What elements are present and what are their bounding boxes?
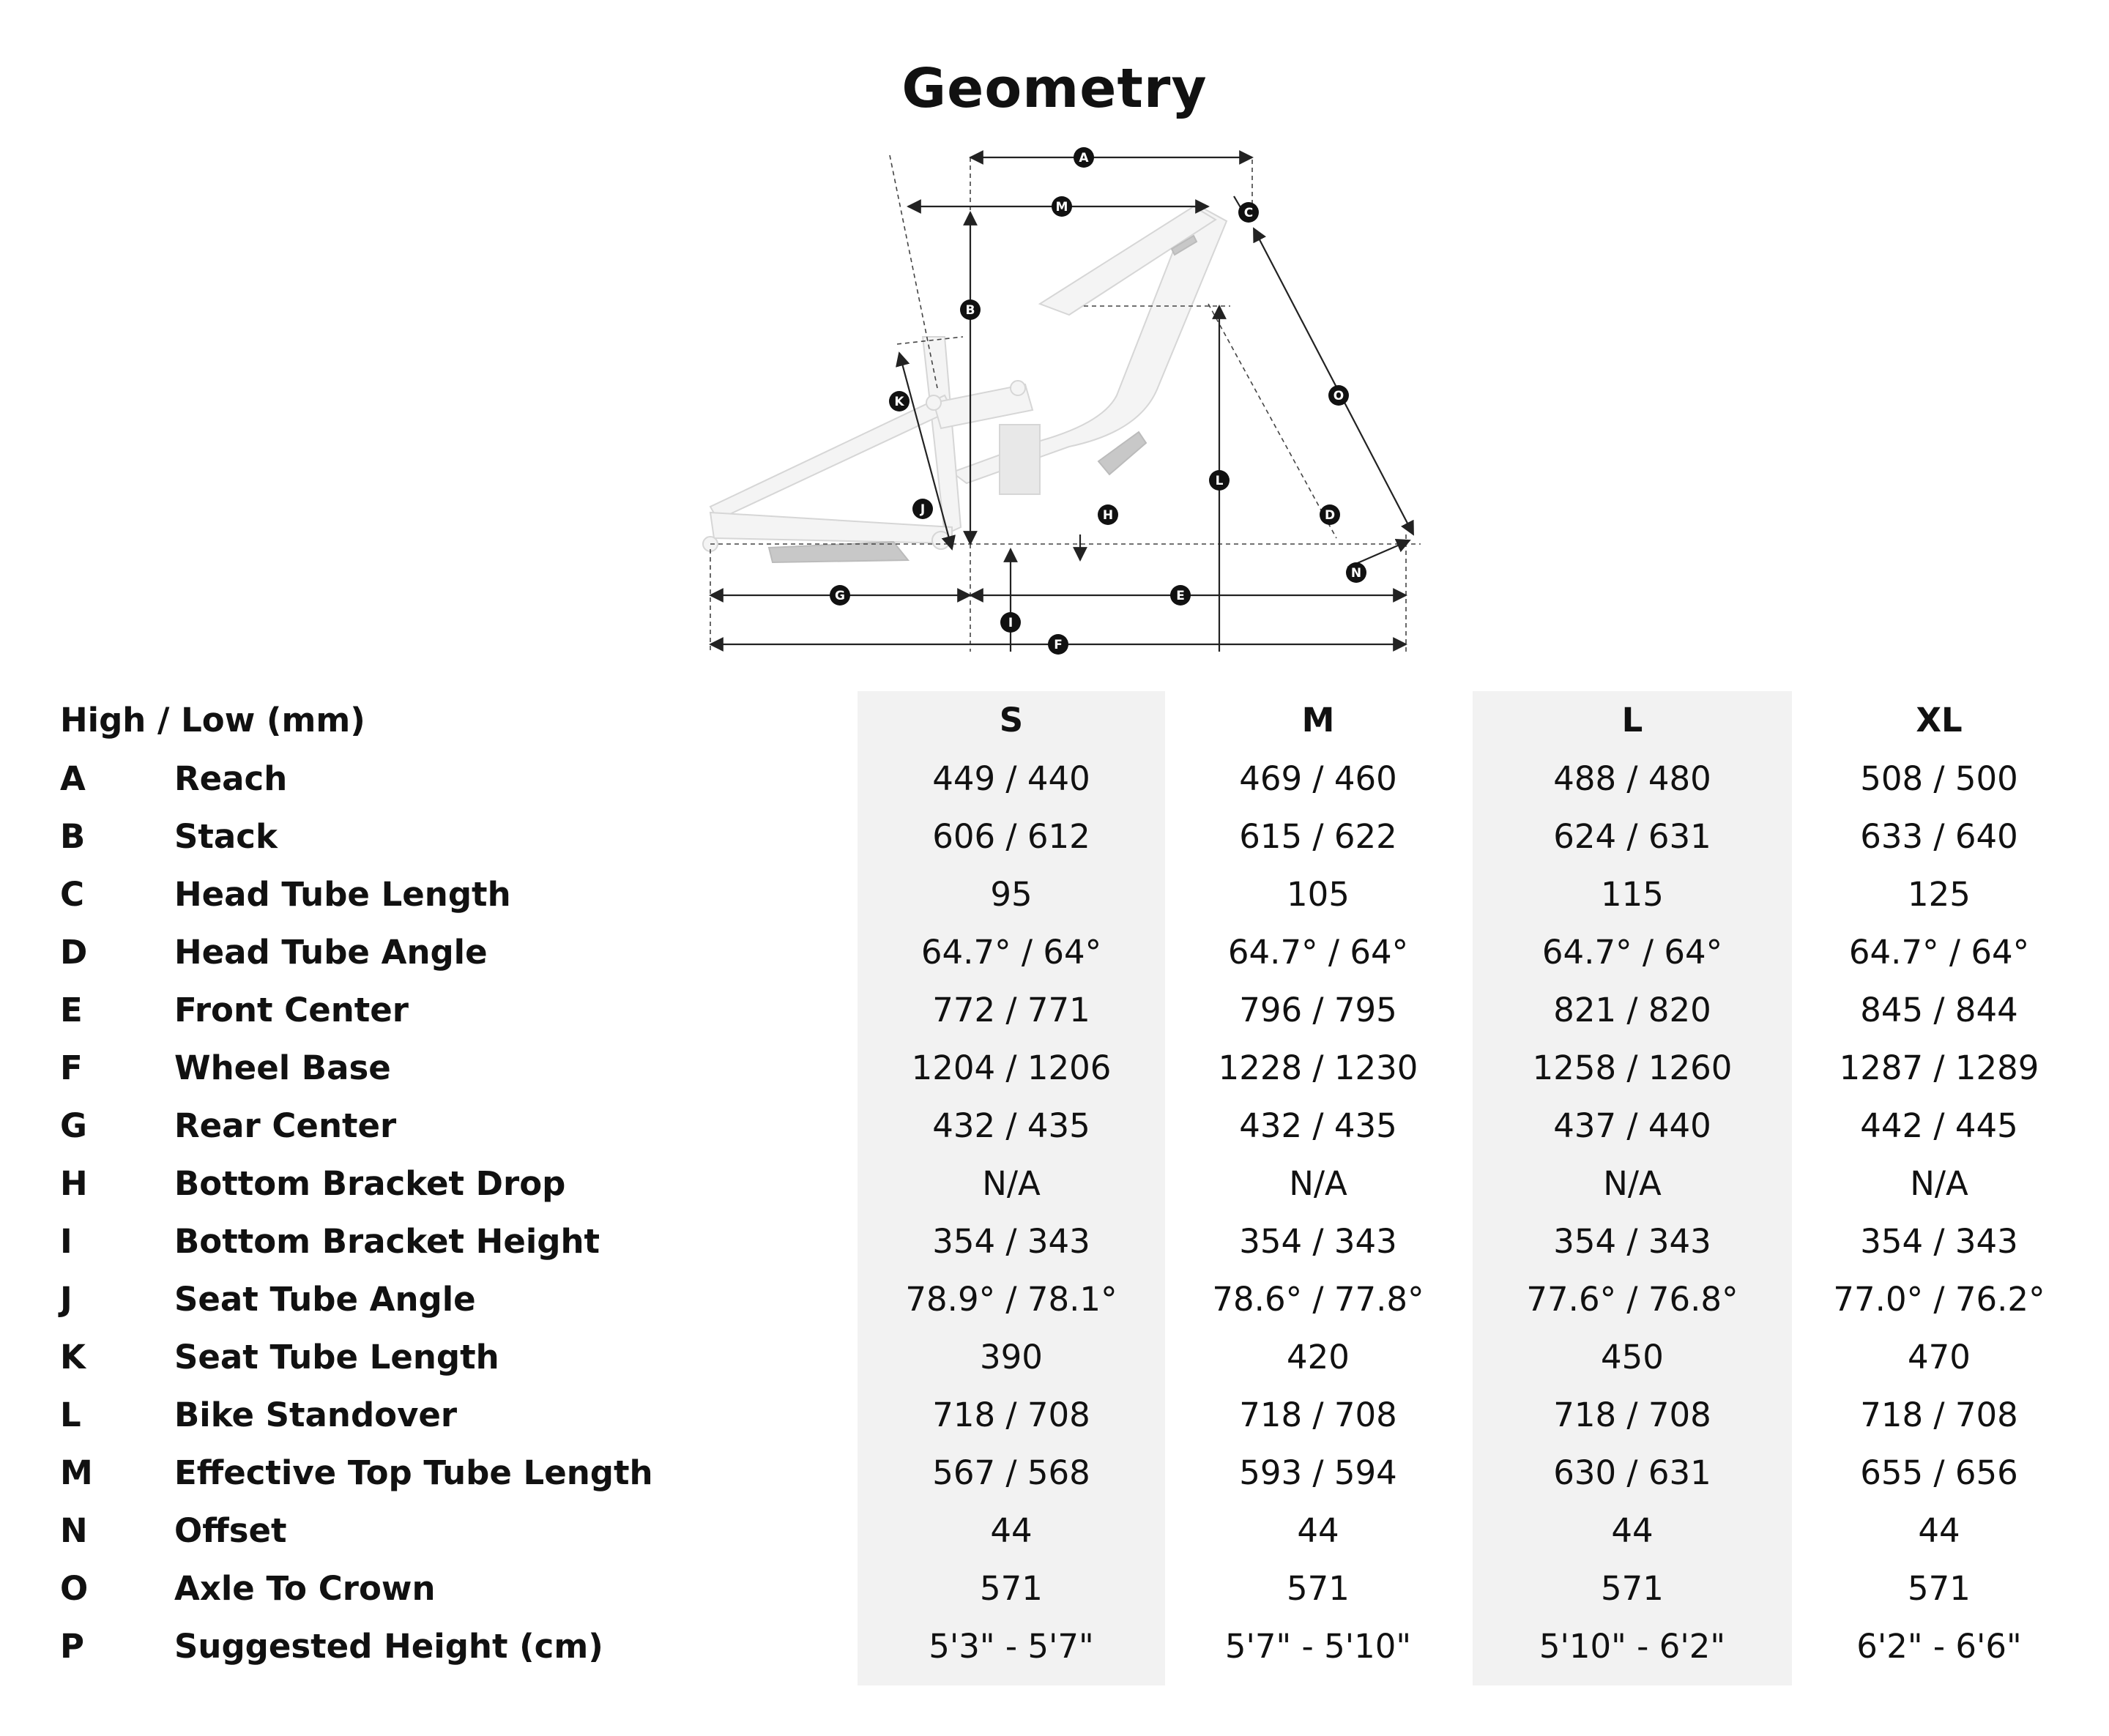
value-m: 44 (1297, 1511, 1339, 1550)
value-l: 64.7° / 64° (1541, 933, 1723, 972)
value-l: 450 (1601, 1338, 1664, 1376)
value-m: 5'7" - 5'10" (1224, 1627, 1412, 1666)
value-l: 718 / 708 (1553, 1396, 1711, 1434)
value-l: 821 / 820 (1553, 991, 1711, 1029)
value-s: 390 (980, 1338, 1043, 1376)
row-label: Bottom Bracket Height (174, 1222, 600, 1261)
row-label: Offset (174, 1511, 287, 1550)
row-label: Bike Standover (174, 1396, 458, 1434)
value-m: 469 / 460 (1239, 759, 1397, 798)
row-letter: M (60, 1453, 93, 1492)
row-letter: D (60, 933, 88, 972)
value-xl: 470 (1908, 1338, 1971, 1376)
marker-letter-g: G (835, 589, 845, 603)
value-xl: 44 (1918, 1511, 1960, 1550)
marker-letter-a: A (1079, 151, 1089, 165)
value-l: 5'10" - 6'2" (1539, 1627, 1726, 1666)
marker-letter-h: H (1102, 508, 1114, 523)
row-label: Head Tube Length (174, 875, 511, 914)
table-row (0, 1155, 2109, 1212)
value-m: 571 (1287, 1569, 1350, 1608)
value-s: 606 / 612 (932, 817, 1090, 856)
size-header-l: L (1621, 701, 1643, 740)
value-m: 354 / 343 (1239, 1222, 1397, 1261)
row-label: Rear Center (174, 1106, 397, 1145)
row-letter: O (60, 1569, 89, 1608)
value-s: 5'3" - 5'7" (929, 1627, 1094, 1666)
table-header-label: High / Low (mm) (60, 701, 365, 740)
value-m: 796 / 795 (1239, 991, 1397, 1029)
row-letter: E (60, 991, 83, 1029)
size-header-m: M (1301, 701, 1335, 740)
table-row (0, 808, 2109, 865)
value-xl: 571 (1908, 1569, 1971, 1608)
chainstay-protector (769, 542, 908, 562)
row-letter: L (60, 1396, 81, 1434)
marker-letter-j: J (920, 502, 926, 517)
row-label: Suggested Height (cm) (174, 1627, 603, 1666)
value-l: 571 (1601, 1569, 1664, 1608)
value-xl: 1287 / 1289 (1839, 1048, 2039, 1087)
table-row (0, 1386, 2109, 1444)
table-row (0, 750, 2109, 808)
value-m: 718 / 708 (1239, 1396, 1397, 1434)
row-letter: K (60, 1338, 86, 1376)
row-letter: B (60, 817, 86, 856)
table-row (0, 1560, 2109, 1617)
row-label: Seat Tube Length (174, 1338, 499, 1376)
dimension-markers (830, 147, 1366, 655)
value-m: 420 (1287, 1338, 1350, 1376)
value-m: 593 / 594 (1239, 1453, 1397, 1492)
value-s: 718 / 708 (932, 1396, 1090, 1434)
value-xl: 718 / 708 (1860, 1396, 2018, 1434)
value-s: 95 (990, 875, 1033, 914)
marker-letter-b: B (965, 303, 975, 318)
value-m: 105 (1287, 875, 1350, 914)
value-m: N/A (1289, 1164, 1347, 1203)
marker-letter-c: C (1243, 206, 1254, 220)
row-letter: H (60, 1164, 88, 1203)
marker-letter-e: E (1176, 589, 1185, 603)
table-row (0, 1097, 2109, 1155)
marker-letter-n: N (1350, 566, 1362, 581)
value-s: 567 / 568 (932, 1453, 1090, 1492)
value-s: 772 / 771 (932, 991, 1090, 1029)
marker-letter-i: I (1008, 616, 1013, 630)
marker-letter-l: L (1215, 474, 1224, 488)
value-l: 115 (1601, 875, 1664, 914)
row-letter: A (60, 759, 86, 798)
value-s: 64.7° / 64° (920, 933, 1102, 972)
table-row (0, 981, 2109, 1039)
value-s: 571 (980, 1569, 1043, 1608)
value-l: 488 / 480 (1553, 759, 1711, 798)
row-label: Head Tube Angle (174, 933, 488, 972)
value-s: 44 (990, 1511, 1033, 1550)
value-m: 615 / 622 (1239, 817, 1397, 856)
row-label: Stack (174, 817, 278, 856)
value-l: 1258 / 1260 (1532, 1048, 1733, 1087)
page-title: Geometry (901, 57, 1208, 120)
value-xl: 6'2" - 6'6" (1856, 1627, 2022, 1666)
row-letter: P (60, 1627, 84, 1666)
marker-letter-d: D (1324, 508, 1336, 523)
value-s: 449 / 440 (932, 759, 1090, 798)
table-row (0, 923, 2109, 981)
table-row (0, 1212, 2109, 1270)
table-row (0, 1039, 2109, 1097)
value-m: 64.7° / 64° (1227, 933, 1409, 972)
frame-geometry-diagram (688, 139, 1450, 666)
value-xl: 125 (1908, 875, 1971, 914)
row-label: Effective Top Tube Length (174, 1453, 653, 1492)
row-label: Axle To Crown (174, 1569, 436, 1608)
value-xl: 508 / 500 (1860, 759, 2018, 798)
value-xl: 442 / 445 (1860, 1106, 2018, 1145)
dimension-lines (710, 157, 1413, 652)
table-header-row (0, 691, 2109, 749)
value-xl: 77.0° / 76.2° (1833, 1280, 2045, 1319)
row-label: Wheel Base (174, 1048, 391, 1087)
value-xl: N/A (1910, 1164, 1968, 1203)
value-s: 354 / 343 (932, 1222, 1090, 1261)
value-xl: 655 / 656 (1860, 1453, 2018, 1492)
value-l: 77.6° / 76.8° (1526, 1280, 1738, 1319)
downtube-guard (1098, 432, 1146, 474)
value-s: 78.9° / 78.1° (905, 1280, 1117, 1319)
shock-body (1000, 425, 1040, 494)
value-l: 630 / 631 (1553, 1453, 1711, 1492)
size-header-xl: XL (1916, 701, 1963, 740)
table-row (0, 1617, 2109, 1675)
row-letter: I (60, 1222, 72, 1261)
value-l: N/A (1603, 1164, 1662, 1203)
value-l: 354 / 343 (1553, 1222, 1711, 1261)
construction-lines (710, 155, 1421, 652)
value-s: 1204 / 1206 (911, 1048, 1112, 1087)
dim-o-line (1254, 228, 1413, 534)
row-letter: J (60, 1280, 72, 1319)
row-label: Bottom Bracket Drop (174, 1164, 566, 1203)
value-xl: 64.7° / 64° (1848, 933, 2030, 972)
pivot-shock (1011, 381, 1025, 395)
value-m: 78.6° / 77.8° (1212, 1280, 1424, 1319)
bike-frame (703, 205, 1227, 562)
row-letter: C (60, 875, 85, 914)
chain-stay (710, 513, 952, 543)
marker-letter-k: K (894, 395, 904, 409)
row-letter: F (60, 1048, 83, 1087)
marker-letter-o: O (1333, 389, 1344, 403)
value-l: 624 / 631 (1553, 817, 1711, 856)
table-row (0, 1270, 2109, 1328)
value-xl: 354 / 343 (1860, 1222, 2018, 1261)
table-row (0, 1444, 2109, 1502)
value-l: 437 / 440 (1553, 1106, 1711, 1145)
pivot-upper (926, 395, 941, 410)
value-m: 1228 / 1230 (1218, 1048, 1418, 1087)
value-l: 44 (1611, 1511, 1654, 1550)
row-letter: N (60, 1511, 88, 1550)
marker-letter-f: F (1054, 638, 1063, 652)
marker-letter-m: M (1055, 200, 1068, 215)
row-letter: G (60, 1106, 87, 1145)
value-s: N/A (982, 1164, 1041, 1203)
table-row (0, 1502, 2109, 1560)
value-xl: 845 / 844 (1860, 991, 2018, 1029)
size-header-s: S (999, 701, 1024, 740)
table-row (0, 1328, 2109, 1386)
row-label: Front Center (174, 991, 409, 1029)
row-label: Seat Tube Angle (174, 1280, 476, 1319)
value-m: 432 / 435 (1239, 1106, 1397, 1145)
value-xl: 633 / 640 (1860, 817, 2018, 856)
value-s: 432 / 435 (932, 1106, 1090, 1145)
row-label: Reach (174, 759, 288, 798)
table-row (0, 865, 2109, 923)
